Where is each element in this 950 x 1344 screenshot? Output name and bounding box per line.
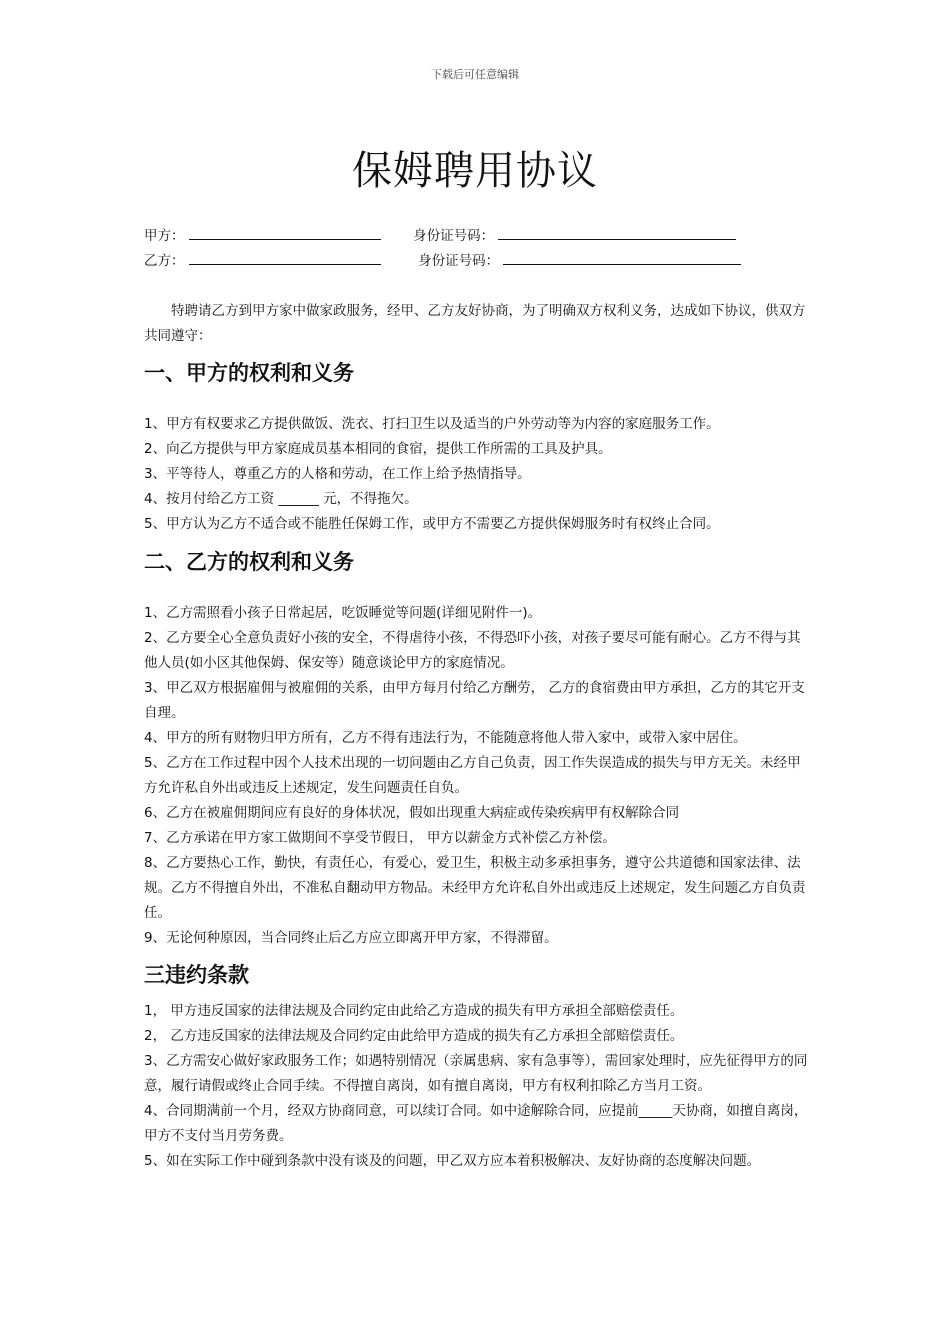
section-heading-breach: 三违约条款	[144, 963, 249, 987]
party-b-id-blank[interactable]	[503, 251, 741, 265]
list-item: 7、乙方承诺在甲方家工做期间不享受节假日， 甲方以薪金方式补偿乙方补偿。	[144, 830, 616, 846]
page-title: 保姆聘用协议	[352, 148, 598, 194]
list-item: 1、甲方有权要求乙方提供做饭、洗衣、打扫卫生以及适当的户外劳动等为内容的家庭服务工作。	[144, 416, 720, 432]
party-b-label: 乙方：	[144, 253, 185, 269]
intro-paragraph: 特聘请乙方到甲方家中做家政服务，经甲、乙方友好协商，为了明确双方权利义务，达成如下协议，供双方共同遵守：	[144, 303, 806, 344]
list-item: 5、如在实际工作中碰到条款中没有谈及的问题，甲乙双方应本着积极解决、友好协商的态度解决问题。	[144, 1153, 761, 1169]
list-item: 4、甲方的所有财物归甲方所有，乙方不得有违法行为，不能随意将他人带入家中，或带入家中居住。	[144, 730, 747, 746]
list-item: 3、平等待人，尊重乙方的人格和劳动，在工作上给予热情指导。	[144, 466, 531, 482]
list-item: 4、按月付给乙方工资 ______ 元，不得拖欠。	[144, 491, 418, 507]
party-a-row	[144, 226, 736, 246]
list-item: 5、乙方在工作过程中因个人技术出现的一切问题由乙方自己负责，因工作失误造成的损失与甲方无关。未经甲方允许私自外出或违反上述规定，发生问题责任自负。	[144, 755, 801, 796]
section-heading-party-b: 二、乙方的权利和义务	[144, 550, 354, 574]
list-item: 6、乙方在被雇佣期间应有良好的身体状况，假如出现重大病症或传染疾病甲有权解除合同	[144, 805, 680, 821]
party-a-label: 甲方：	[144, 228, 185, 244]
party-b-name-blank[interactable]	[189, 251, 381, 265]
party-a-id-blank[interactable]	[498, 226, 736, 240]
party-b-id-label: 身份证号码：	[418, 253, 500, 269]
list-item: 4、合同期满前一个月，经双方协商同意，可以续订合同。如中途解除合同，应提前_____天协商，如擅自离岗，甲方不支付当月劳务费。	[144, 1103, 808, 1144]
party-b-row	[144, 251, 741, 271]
party-a-name-blank[interactable]	[189, 226, 381, 240]
list-item: 9、无论何种原因，当合同终止后乙方应立即离开甲方家，不得滞留。	[144, 930, 558, 946]
header-note: 下载后可任意编辑	[431, 68, 519, 81]
list-item: 2、乙方要全心全意负责好小孩的安全，不得虐待小孩，不得恐吓小孩，对孩子要尽可能有耐心。乙方不得与其他人员(如小区其他保姆、保安等）随意谈论甲方的家庭情况。	[144, 630, 801, 671]
section-items-party-b	[144, 601, 810, 951]
section-items-party-a	[144, 412, 810, 537]
list-item: 1、乙方需照看小孩子日常起居，吃饭睡觉等问题(详细见附件一)。	[144, 605, 542, 621]
list-item: 3、甲乙双方根据雇佣与被雇佣的关系，由甲方每月付给乙方酬劳， 乙方的食宿费由甲方承担，乙方的其它开支自理。	[144, 680, 805, 721]
list-item: 8、乙方要热心工作，勤快，有责任心，有爱心，爱卫生，积极主动多承担事务，遵守公共道德和国家法律、法规。乙方不得擅自外出，不准私自翻动甲方物品。未经甲方允许私自外出或违反上述规定，发生问题乙方自负责任。	[144, 855, 806, 921]
section-heading-party-a: 一、甲方的权利和义务	[144, 361, 354, 385]
list-item: 2， 乙方违反国家的法律法规及合同约定由此给甲方造成的损失有乙方承担全部赔偿责任。	[144, 1028, 684, 1044]
list-item: 3、乙方需安心做好家政服务工作；如遇特别情况（亲属患病、家有急事等），需回家处理时，应先征得甲方的同意，履行请假或终止合同手续。不得擅自离岗，如有擅自离岗，甲方有权利扣除乙方当月工资。	[144, 1053, 808, 1094]
list-item: 5、甲方认为乙方不适合或不能胜任保姆工作，或甲方不需要乙方提供保姆服务时有权终止合同。	[144, 516, 720, 532]
party-a-id-label: 身份证号码：	[413, 228, 495, 244]
list-item: 2、向乙方提供与甲方家庭成员基本相同的食宿，提供工作所需的工具及护具。	[144, 441, 612, 457]
list-item: 1， 甲方违反国家的法律法规及合同约定由此给乙方造成的损失有甲方承担全部赔偿责任。	[144, 1003, 684, 1019]
section-items-breach	[144, 999, 810, 1174]
